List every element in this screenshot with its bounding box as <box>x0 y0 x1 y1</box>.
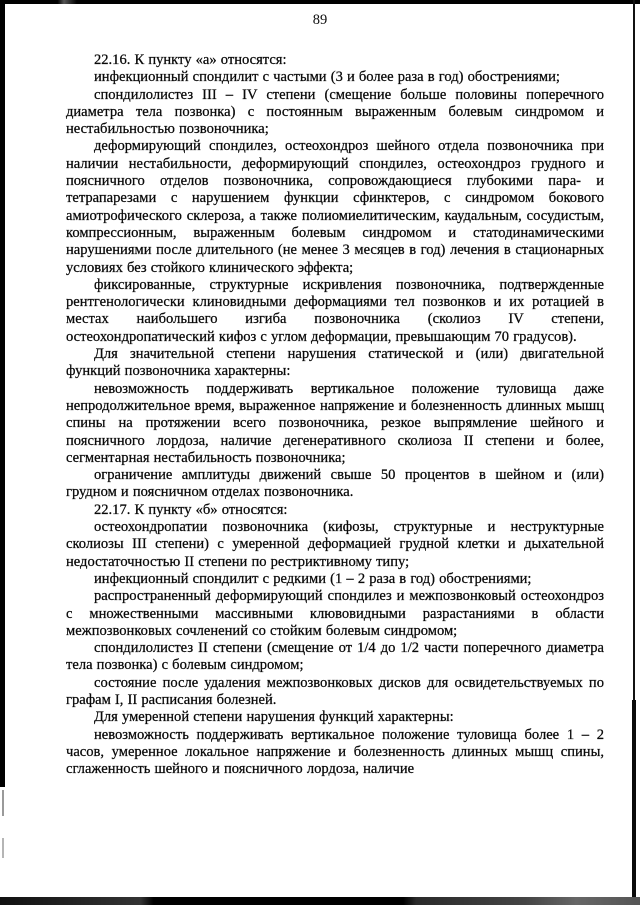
scan-border-left <box>0 0 5 787</box>
paragraph: состояние после удаления межпозвонковых дисков для освидетельствуемых по графам I, II расписания болезней. <box>66 674 604 708</box>
paragraph: остеохондропатии позвоночника (кифозы, структурные и неструктурные сколиозы III степени) с умеренной деформацией грудной клетки и дыхательной недостаточностью II степени по рестриктивному типу; <box>66 519 604 570</box>
paragraph: невозможность поддерживать вертикальное положение туловища более 1 – 2 часов, умеренное локальное напряжение и болезненность длинных мышц спины, сглаженность шейного и поясничного лордоза, наличие <box>66 726 604 778</box>
paragraph-22-16-heading: 22.16. К пункту «а» относятся: <box>94 52 287 68</box>
paragraph: фиксированные, структурные искривления позвоночника, подтвержденные рентгенологически клиновидными деформациями тел позвонков и их ротацией в местах наибольшего изгиба позвоночника (сколиоз IV степени, остеохондропатический кифоз с углом деформации, превышающим 70 градусов). <box>66 276 604 345</box>
paragraph: спондилолистез III – IV степени (смещение больше половины поперечного диаметра тела позвонка) с постоянным выраженным болевым синдромом и нестабильностью позвоночника; <box>66 86 604 138</box>
scan-border-top <box>0 0 640 4</box>
paragraph: ограничение амплитуды движений свыше 50 процентов в шейном и (или) грудном и поясничном отделах позвоночника. <box>66 467 604 501</box>
document-text-block <box>66 52 604 778</box>
scan-border-bottom <box>0 897 640 905</box>
paragraph: невозможность поддерживать вертикальное положение туловища даже непродолжительное время, выраженное напряжение и болезненность длинных мышц спины на протяжении всего позвоночника, резкое выпрямление шейного и поясничного лордоза, наличие дегенеративного сколиоза II степени и более, сегментарная нестабильность позвоночника; <box>66 380 604 466</box>
paragraph: Для значительной степени нарушения статической и (или) двигательной функций позвоночника характерны: <box>66 346 604 380</box>
paragraph: инфекционный спондилит с редкими (1 – 2 раза в год) обострениями; <box>94 570 532 587</box>
scan-border-right-lower <box>632 700 636 905</box>
paragraph-22-17-heading: 22.17. К пункту «б» относятся: <box>94 501 288 518</box>
scan-artifact-left-fade <box>2 838 4 858</box>
paragraph: спондилолистез II степени (смещение от 1/4 до 1/2 части поперечного диаметра тела позвонка) с болевым синдромом; <box>66 640 604 674</box>
scan-artifact-left-fade <box>2 790 4 816</box>
paragraph: распространенный деформирующий спондилез и межпозвонковый остеохондроз с множественными массивными клювовидными разрастаниями в области межпозвонковых сочленений со стойким болевым синдромом; <box>66 588 604 639</box>
paragraph: деформирующий спондилез, остеохондроз шейного отдела позвоночника при наличии нестабильности, деформирующий спондилез, остеохондроз грудного и поясничного отделов позвоночника, сопровождающиеся глубокими пара- и тетрапарезами с нарушением функции сфинктеров, с синдромом бокового амиотрофического склероза, а также полиомиелитическим, каудальным, сосудистым, компрессионным, выраженным болевым синдромом и статодинамическими нарушениями после длительного (не менее 3 месяцев в год) лечения в стационарных условиях без стойкого клинического эффекта; <box>66 138 604 276</box>
page-number: 89 <box>312 12 328 28</box>
paragraph: Для умеренной степени нарушения функций характерны: <box>94 709 454 726</box>
paragraph: инфекционный спондилит с частыми (3 и более раза в год) обострениями; <box>94 69 560 86</box>
